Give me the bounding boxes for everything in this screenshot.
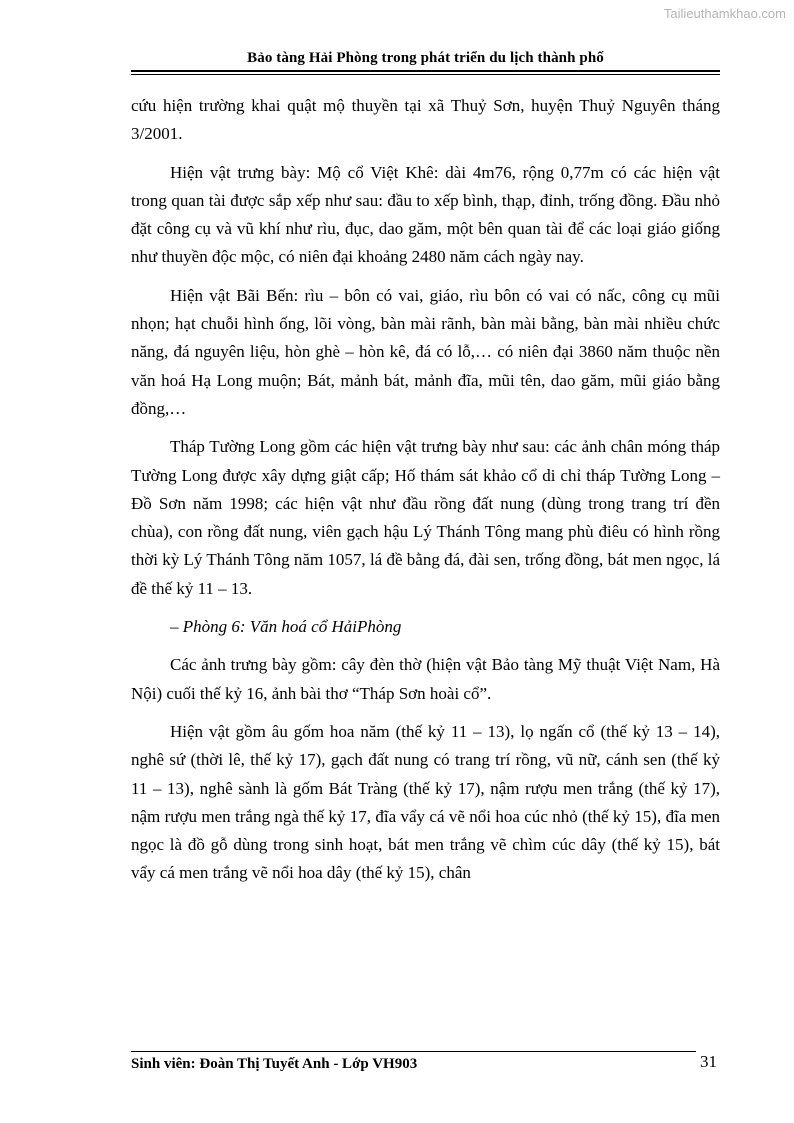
body-text	[131, 92, 720, 898]
watermark: Tailieuthamkhao.com	[663, 6, 786, 21]
running-header: Bảo tàng Hải Phòng trong phát triển du lịch thành phố	[247, 50, 604, 66]
paragraph-tuong-long: Tháp Tường Long gồm các hiện vật trưng bày như sau: các ảnh chân móng tháp Tường Long được xây dựng giật cấp; Hố thám sát khảo cổ di chỉ tháp Tường Long – Đồ Sơn năm 1998; các hiện vật như đầu rồng đất nung (dùng trong trang trí đền chùa), con rồng đất nung, viên gạch hậu Lý Thánh Tông mang phù điêu có hình rồng thời kỳ Lý Thánh Tông năm 1057, lá đề bằng đá, đài sen, trống đồng, bát men ngọc, lá đề thế kỷ 11 – 13.	[131, 437, 720, 598]
paragraph-photos: Các ảnh trưng bày gồm: cây đèn thờ (hiện vật Bảo tàng Mỹ thuật Việt Nam, Hà Nội) cuối thế kỷ 16, ảnh bài thơ “Tháp Sơn hoài cổ”.	[131, 655, 720, 703]
paragraph-viet-khe: Hiện vật trưng bày: Mộ cổ Việt Khê: dài 4m76, rộng 0,77m có các hiện vật trong quan tài được sắp xếp như sau: đầu to xếp bình, thạp, đỉnh, trống đồng. Đầu nhỏ đặt công cụ và vũ khí như rìu, đục, dao găm, một bên quan tài để các loại giáo giống như thuyền độc mộc, có niên đại khoảng 2480 năm cách ngày nay.	[131, 162, 720, 267]
paragraph-bai-ben: Hiện vật Bãi Bến: rìu – bôn có vai, giáo, rìu bôn có vai có nấc, công cụ mũi nhọn; hạt chuỗi hình ống, lõi vòng, bàn mài rãnh, bàn mài bằng, bàn mài nhiều chức năng, đá nguyên liệu, hòn ghè – hòn kê, đá có lỗ,… có niên đại 3860 năm thuộc nền văn hoá Hạ Long muộn; Bát, mảnh bát, mảnh đĩa, mũi tên, dao găm, mũi giáo bằng đồng,…	[131, 285, 720, 418]
paragraph-continuation: cứu hiện trường khai quật mộ thuyền tại xã Thuỷ Sơn, huyện Thuỷ Nguyên tháng 3/2001.	[131, 96, 720, 144]
page-number: 31	[700, 1052, 717, 1071]
header-rule-thin	[131, 74, 720, 75]
section-heading-room-6: – Phòng 6: Văn hoá cổ HảiPhòng	[170, 617, 402, 637]
footer-rule	[131, 1051, 696, 1052]
header-rule-thick	[131, 70, 720, 72]
footer-author: Sinh viên: Đoàn Thị Tuyết Anh - Lớp VH903	[131, 1056, 418, 1072]
paragraph-artifacts: Hiện vật gồm âu gốm hoa năm (thế kỷ 11 – 13), lọ ngấn cổ (thế kỷ 13 – 14), nghê sứ (thời lê, thế kỷ 17), gạch đất nung có trang trí rồng, vũ nữ, cánh sen (thế kỷ 11 – 13), nghê sành là gốm Bát Tràng (thế kỷ 17), nậm rượu men trắng (thế kỷ 17), nậm rượu men trắng ngà thế kỷ 17, đĩa vẩy cá vẽ nổi hoa cúc nhỏ (thế kỷ 15), đĩa men ngọc là đồ gỗ dùng trong sinh hoạt, bát men trắng vẽ chìm cúc dây (thế kỷ 15), bát vẩy cá men trắng vẽ nổi hoa dây (thế kỷ 15), chân	[131, 721, 720, 883]
